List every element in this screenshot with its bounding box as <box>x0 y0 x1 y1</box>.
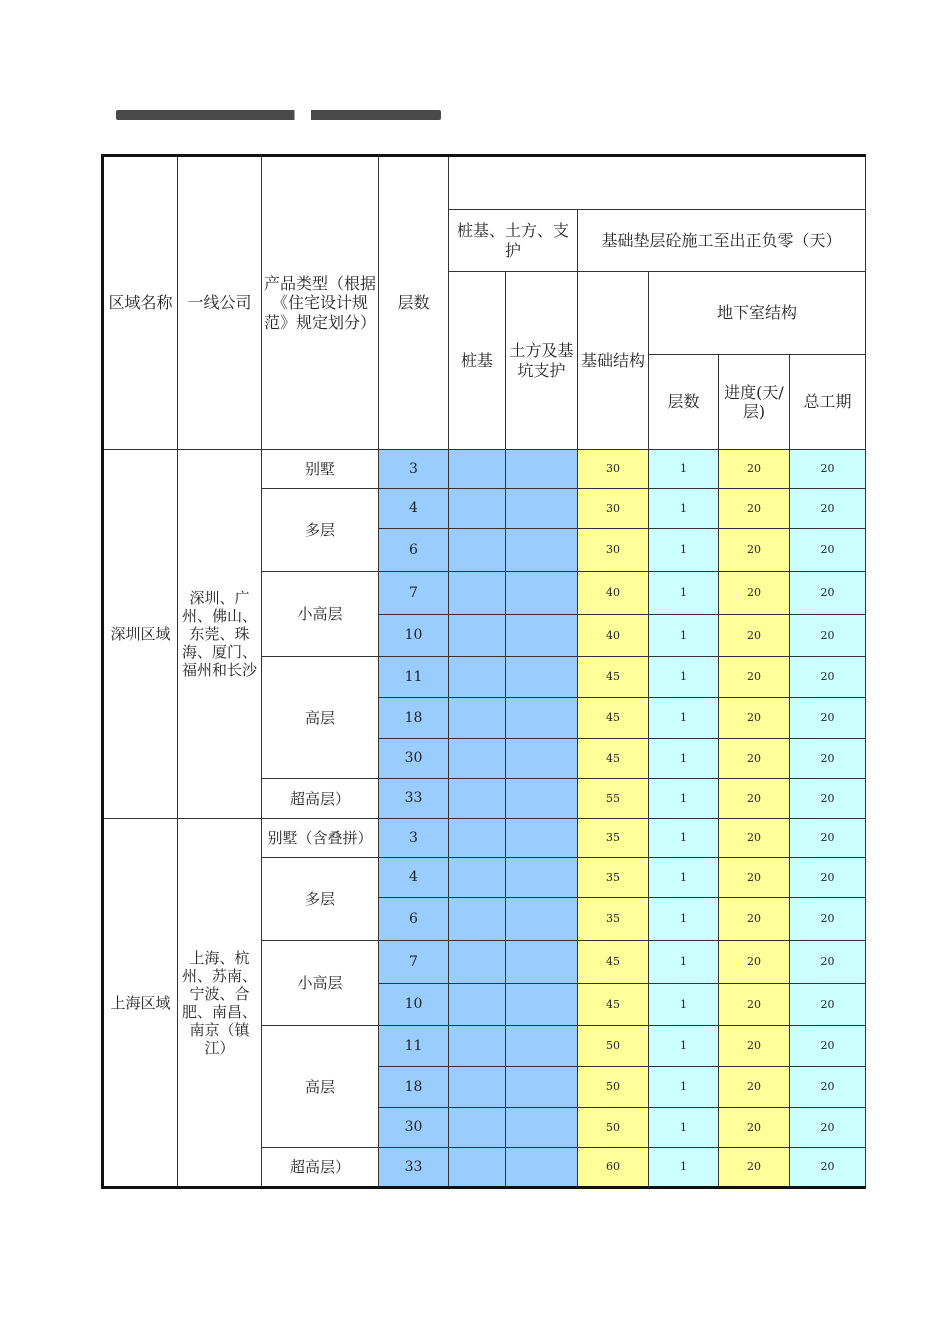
earth-pit-cell <box>506 489 578 529</box>
basement-floors-cell: 1 <box>649 984 719 1026</box>
floor-count-cell: 30 <box>379 739 449 779</box>
progress-cell: 20 <box>719 984 790 1026</box>
total-period-cell: 20 <box>790 779 866 819</box>
progress-cell: 20 <box>719 615 790 657</box>
foundation-days-cell: 50 <box>578 1067 649 1108</box>
floor-count-cell: 33 <box>379 1148 449 1188</box>
progress-cell: 20 <box>719 1026 790 1067</box>
earth-pit-cell <box>506 819 578 858</box>
product-type: 高层 <box>262 1026 379 1148</box>
earth-pit-cell <box>506 657 578 698</box>
product-type: 小高层 <box>262 572 379 657</box>
foundation-days-cell: 50 <box>578 1026 649 1067</box>
basement-floors-cell: 1 <box>649 858 719 898</box>
foundation-days-cell: 30 <box>578 450 649 489</box>
floor-count-cell: 18 <box>379 698 449 739</box>
progress-cell: 20 <box>719 739 790 779</box>
header-earth-pit: 土方及基坑支护 <box>506 272 578 450</box>
basement-floors-cell: 1 <box>649 657 719 698</box>
floor-count-cell: 18 <box>379 1067 449 1108</box>
pile-cell <box>449 615 506 657</box>
progress-cell: 20 <box>719 450 790 489</box>
pile-cell <box>449 984 506 1026</box>
basement-floors-cell: 1 <box>649 698 719 739</box>
earth-pit-cell <box>506 1067 578 1108</box>
total-period-cell: 20 <box>790 898 866 941</box>
pile-cell <box>449 572 506 615</box>
pile-cell <box>449 657 506 698</box>
progress-cell: 20 <box>719 898 790 941</box>
basement-floors-cell: 1 <box>649 572 719 615</box>
region-companies: 深圳、广州、佛山、东莞、珠海、厦门、福州和长沙 <box>178 450 262 819</box>
progress-cell: 20 <box>719 657 790 698</box>
total-period-cell: 20 <box>790 858 866 898</box>
basement-floors-cell: 1 <box>649 941 719 984</box>
earth-pit-cell <box>506 572 578 615</box>
progress-cell: 20 <box>719 1067 790 1108</box>
basement-floors-cell: 1 <box>649 450 719 489</box>
pile-cell <box>449 698 506 739</box>
pile-cell <box>449 779 506 819</box>
progress-cell: 20 <box>719 941 790 984</box>
foundation-days-cell: 45 <box>578 739 649 779</box>
header-pile-earth-support: 桩基、土方、支护 <box>449 210 578 272</box>
progress-cell: 20 <box>719 1148 790 1188</box>
pile-cell <box>449 739 506 779</box>
foundation-days-cell: 35 <box>578 819 649 858</box>
basement-floors-cell: 1 <box>649 1148 719 1188</box>
pile-cell <box>449 819 506 858</box>
region-name: 深圳区域 <box>103 450 178 819</box>
basement-floors-cell: 1 <box>649 1067 719 1108</box>
region-name: 上海区域 <box>103 819 178 1188</box>
progress-cell: 20 <box>719 1108 790 1148</box>
floor-count-cell: 3 <box>379 450 449 489</box>
earth-pit-cell <box>506 1108 578 1148</box>
progress-cell: 20 <box>719 779 790 819</box>
header-basement-floors: 层数 <box>649 355 719 450</box>
floor-count-cell: 7 <box>379 941 449 984</box>
product-type: 超高层） <box>262 779 379 819</box>
total-period-cell: 20 <box>790 819 866 858</box>
header-total-period: 总工期 <box>790 355 866 450</box>
floor-count-cell: 11 <box>379 1026 449 1067</box>
earth-pit-cell <box>506 858 578 898</box>
floor-count-cell: 6 <box>379 898 449 941</box>
product-type: 超高层） <box>262 1148 379 1188</box>
header-product-type: 产品类型（根据《住宅设计规范》规定划分） <box>262 156 379 450</box>
region-companies: 上海、杭州、苏南、宁波、合肥、南昌、南京（镇江） <box>178 819 262 1188</box>
progress-cell: 20 <box>719 572 790 615</box>
floor-count-cell: 7 <box>379 572 449 615</box>
pile-cell <box>449 450 506 489</box>
basement-floors-cell: 1 <box>649 489 719 529</box>
earth-pit-cell <box>506 529 578 572</box>
total-period-cell: 20 <box>790 1148 866 1188</box>
foundation-days-cell: 40 <box>578 615 649 657</box>
foundation-days-cell: 55 <box>578 779 649 819</box>
table-row <box>103 450 866 489</box>
product-type: 多层 <box>262 489 379 572</box>
total-period-cell: 20 <box>790 529 866 572</box>
pile-cell <box>449 858 506 898</box>
basement-floors-cell: 1 <box>649 1026 719 1067</box>
total-period-cell: 20 <box>790 572 866 615</box>
pile-cell <box>449 1026 506 1067</box>
earth-pit-cell <box>506 898 578 941</box>
progress-cell: 20 <box>719 858 790 898</box>
progress-cell: 20 <box>719 529 790 572</box>
document-title-blurred <box>116 110 441 120</box>
pile-cell <box>449 898 506 941</box>
total-period-cell: 20 <box>790 698 866 739</box>
floor-count-cell: 4 <box>379 489 449 529</box>
product-type: 别墅 <box>262 450 379 489</box>
total-period-cell: 20 <box>790 739 866 779</box>
basement-floors-cell: 1 <box>649 1108 719 1148</box>
foundation-days-cell: 50 <box>578 1108 649 1148</box>
basement-floors-cell: 1 <box>649 779 719 819</box>
earth-pit-cell <box>506 941 578 984</box>
floor-count-cell: 11 <box>379 657 449 698</box>
foundation-days-cell: 30 <box>578 489 649 529</box>
total-period-cell: 20 <box>790 1108 866 1148</box>
basement-floors-cell: 1 <box>649 819 719 858</box>
basement-floors-cell: 1 <box>649 739 719 779</box>
header-pile: 桩基 <box>449 272 506 450</box>
basement-floors-cell: 1 <box>649 529 719 572</box>
earth-pit-cell <box>506 779 578 819</box>
floor-count-cell: 33 <box>379 779 449 819</box>
foundation-days-cell: 45 <box>578 984 649 1026</box>
header-floors: 层数 <box>379 156 449 450</box>
product-type: 小高层 <box>262 941 379 1026</box>
table-row <box>103 819 866 858</box>
pile-cell <box>449 1067 506 1108</box>
pile-cell <box>449 1148 506 1188</box>
foundation-days-cell: 30 <box>578 529 649 572</box>
total-period-cell: 20 <box>790 615 866 657</box>
pile-cell <box>449 1108 506 1148</box>
header-basement-structure: 地下室结构 <box>649 272 866 355</box>
header-region: 区域名称 <box>103 156 178 450</box>
foundation-days-cell: 45 <box>578 698 649 739</box>
header-foundation-to-zero: 基础垫层砼施工至出正负零（天） <box>578 210 866 272</box>
foundation-days-cell: 35 <box>578 858 649 898</box>
product-type: 多层 <box>262 858 379 941</box>
floor-count-cell: 4 <box>379 858 449 898</box>
basement-floors-cell: 1 <box>649 615 719 657</box>
total-period-cell: 20 <box>790 1067 866 1108</box>
progress-cell: 20 <box>719 489 790 529</box>
progress-cell: 20 <box>719 698 790 739</box>
progress-cell: 20 <box>719 819 790 858</box>
product-type: 别墅（含叠拼） <box>262 819 379 858</box>
pile-cell <box>449 529 506 572</box>
foundation-days-cell: 45 <box>578 657 649 698</box>
earth-pit-cell <box>506 1148 578 1188</box>
earth-pit-cell <box>506 739 578 779</box>
total-period-cell: 20 <box>790 984 866 1026</box>
product-type: 高层 <box>262 657 379 779</box>
foundation-days-cell: 40 <box>578 572 649 615</box>
pile-cell <box>449 941 506 984</box>
header-foundation-structure: 基础结构 <box>578 272 649 450</box>
header-progress: 进度(天/层) <box>719 355 790 450</box>
pile-cell <box>449 489 506 529</box>
total-period-cell: 20 <box>790 1026 866 1067</box>
floor-count-cell: 10 <box>379 984 449 1026</box>
earth-pit-cell <box>506 615 578 657</box>
basement-floors-cell: 1 <box>649 898 719 941</box>
floor-count-cell: 6 <box>379 529 449 572</box>
earth-pit-cell <box>506 698 578 739</box>
floor-count-cell: 10 <box>379 615 449 657</box>
floor-count-cell: 3 <box>379 819 449 858</box>
earth-pit-cell <box>506 984 578 1026</box>
foundation-days-cell: 35 <box>578 898 649 941</box>
total-period-cell: 20 <box>790 489 866 529</box>
total-period-cell: 20 <box>790 450 866 489</box>
total-period-cell: 20 <box>790 657 866 698</box>
floor-count-cell: 30 <box>379 1108 449 1148</box>
foundation-days-cell: 60 <box>578 1148 649 1188</box>
construction-schedule-table <box>101 154 866 1189</box>
header-top-blank <box>449 156 866 210</box>
earth-pit-cell <box>506 450 578 489</box>
earth-pit-cell <box>506 1026 578 1067</box>
total-period-cell: 20 <box>790 941 866 984</box>
header-company: 一线公司 <box>178 156 262 450</box>
foundation-days-cell: 45 <box>578 941 649 984</box>
